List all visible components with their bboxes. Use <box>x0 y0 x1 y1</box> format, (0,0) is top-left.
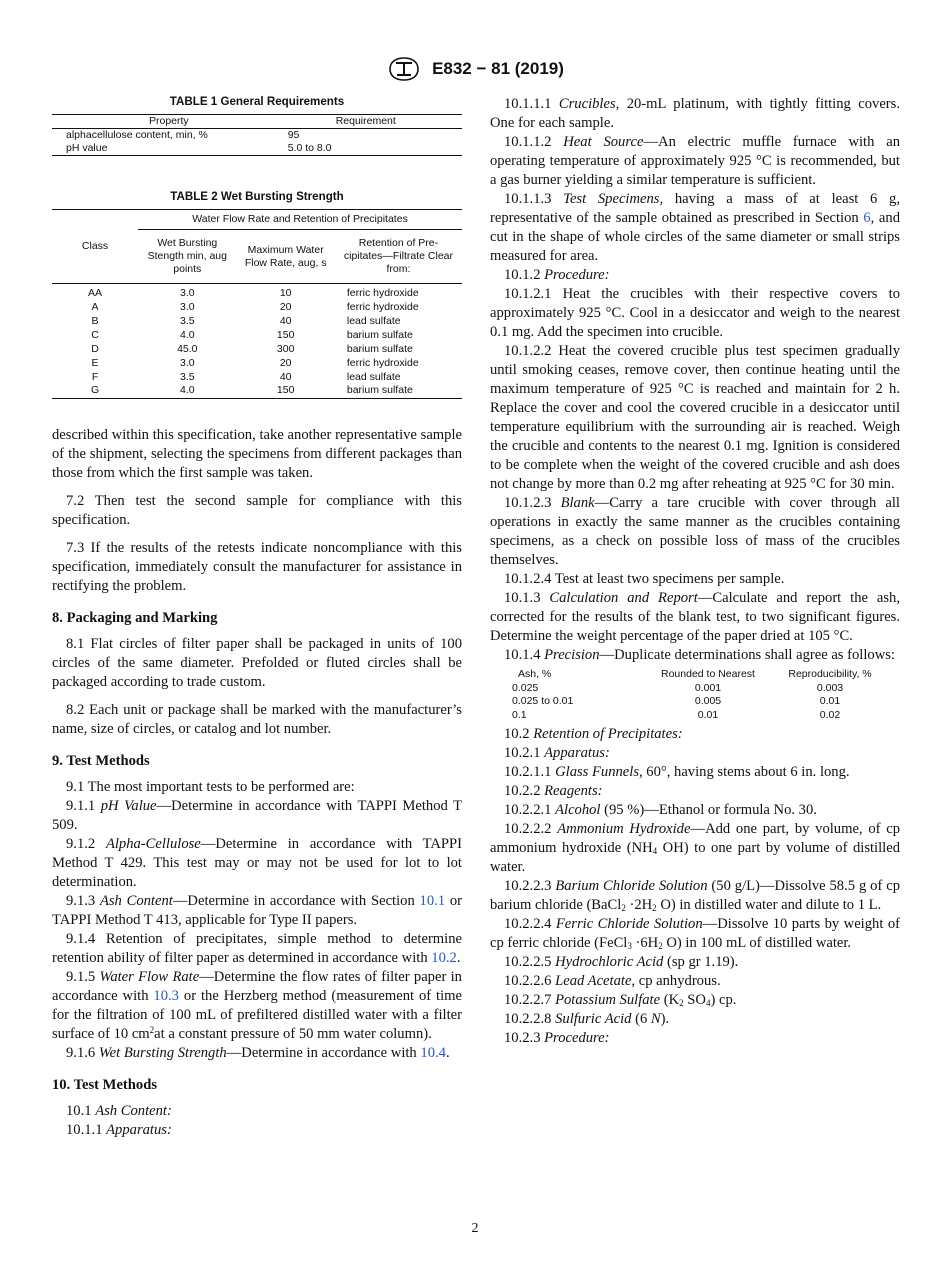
term: Hydrochloric Acid <box>555 954 664 970</box>
table2-cell: barium sulfate <box>346 342 413 355</box>
text: or TAPPI Method T 413, applicable for Type II papers. <box>52 892 462 928</box>
table2-cell: ferric hydroxide <box>346 287 419 299</box>
table-row <box>52 284 462 301</box>
table2-cell: 4.0 <box>179 328 195 341</box>
paragraph <box>490 991 900 1010</box>
section-number: 9.1.6 <box>66 1044 96 1061</box>
section-number: 10.1.1 <box>66 1121 103 1138</box>
section-number: 10.2.1.1 <box>504 764 552 780</box>
table2-cell: AA <box>88 287 103 299</box>
section-number: 10.1.1.2 <box>504 134 552 150</box>
paragraph <box>490 266 900 285</box>
precision-cell: 0.01 <box>819 695 841 707</box>
table2-cell: 40 <box>279 370 292 383</box>
paragraph <box>490 782 900 801</box>
text: (6 <box>631 1011 651 1027</box>
table2-header: Maximum Water Flow Rate, aug, s <box>244 243 327 269</box>
table-row <box>52 356 462 370</box>
text: OH) to one part by volume of distilled water. <box>490 840 900 875</box>
left-column <box>52 95 462 1140</box>
superscript: 2 <box>149 1024 155 1035</box>
precision-cell: 0.025 <box>512 681 539 694</box>
text: (95 %)—Ethanol or formula No. 30. <box>600 802 817 818</box>
table1 <box>52 114 462 156</box>
text: 20-mL platinum, with tightly fitting covers. One for each sample. <box>490 96 900 131</box>
table-row <box>512 682 892 696</box>
table-row <box>52 328 462 342</box>
text: —Carry a tare crucible with cover through all operations in exactly the same manner as the crucibles containing specimens, as a check on possible loss of mass of the crucibles themselves. <box>490 495 900 568</box>
table2-cell: G <box>90 384 100 397</box>
term: Blank <box>560 495 595 511</box>
paragraph: 10.1.2.2 Heat the covered crucible plus test specimen gradually until smoking ceases, remove cover, then continue heating until the maximum temperature of 925 °C is reached and maintain for 2 h. Replace the cover and cool the covered crucible in a desiccator until temperature equilibrium with the surrounding air is reached. Weigh the crucible and contents to the nearest 0.1 mg. Ignition is considered to be complete when the weight of the covered crucible and ash does not change by more than 0.2 mg after reheating at 925 °C for 30 min. <box>490 343 900 492</box>
table-row <box>512 709 892 723</box>
text: (K <box>660 992 680 1008</box>
table-row <box>52 342 462 356</box>
table2-cell: 45.0 <box>177 342 198 355</box>
term: Wet Bursting Strength <box>98 1044 227 1061</box>
paragraph <box>490 972 900 991</box>
text: —Determine in accordance with TAPPI Method T 509. <box>52 797 462 833</box>
page-number: 2 <box>471 1221 479 1236</box>
term: Procedure: <box>544 1030 610 1046</box>
section-number: 10.1.2 <box>504 267 541 283</box>
section-number: 10.1.4 <box>504 647 541 663</box>
term: Ash Content <box>99 892 173 909</box>
section-number: 10.2.2.1 <box>504 802 552 818</box>
term: Procedure: <box>544 267 610 283</box>
term: Ammonium Hydroxide <box>557 821 691 837</box>
section-link[interactable]: 6 <box>863 210 871 226</box>
paragraph <box>490 915 900 953</box>
table2-cell: C <box>91 328 99 341</box>
table1-cell: 5.0 to 8.0 <box>287 142 332 154</box>
table2-header: Class <box>52 210 138 284</box>
section-number: 10.2.2.6 <box>504 973 552 989</box>
section-heading: 10. Test Methods <box>52 1076 158 1093</box>
text: —Determine in accordance with <box>226 1044 417 1061</box>
text: ). <box>660 1011 670 1027</box>
table-row <box>52 314 462 328</box>
table2-cell: E <box>91 356 99 369</box>
precision-header: Rounded to Nearest <box>661 668 755 680</box>
term: Apparatus: <box>544 745 610 761</box>
paragraph: 9.1 The most important tests to be performed are: <box>66 778 355 795</box>
term: Potassium Sulfate <box>555 992 661 1008</box>
paragraph <box>52 797 462 835</box>
table1-caption: TABLE 1 General Requirements <box>169 95 345 108</box>
text: cp anhydrous. <box>635 973 721 989</box>
subscript: 2 <box>652 903 657 913</box>
paragraph: described within this specification, take another representative sample of the shipment, selecting the specimens from different packages than those from which the first sample was taken. <box>52 426 462 481</box>
paragraph <box>52 892 462 930</box>
text: or the Herzberg method (measurement of time for the filtration of 100 mL of prefiltered distilled water with a filter surface of 10 cm <box>52 987 462 1042</box>
section-link[interactable]: 10.1 <box>419 892 446 909</box>
term: Glass Funnels, <box>555 764 643 780</box>
precision-cell: 0.001 <box>694 681 722 694</box>
term: Barium Chloride Solution <box>555 878 708 894</box>
term: Heat Source <box>563 134 644 150</box>
table1-cell: pH value <box>66 142 108 154</box>
table2-cell: F <box>91 370 99 383</box>
table-row <box>52 300 462 314</box>
subscript: 4 <box>652 846 658 856</box>
paragraph <box>52 1121 462 1140</box>
paragraph <box>490 1010 900 1029</box>
term: Water Flow Rate <box>99 968 200 985</box>
section-number: 9.1.2 <box>66 835 96 852</box>
table2-header: Retention of Pre-cipitates—Filtrate Clear from: <box>343 237 453 275</box>
paragraph <box>490 763 900 782</box>
text: —Calculate and report the ash, corrected for the results of the blank test, to two significant figures. Determine the weight percentage of the paper dried at 105 °C. <box>490 590 901 644</box>
term: N <box>650 1011 661 1027</box>
table2-group-header: Water Flow Rate and Retention of Precipitates <box>138 210 462 230</box>
text: —An electric muffle furnace with an operating temperature of approximately 925 °C is recommended, but a gas burner yielding a similar temperature is sufficient. <box>490 134 900 188</box>
table2-cell: ferric hydroxide <box>346 356 419 369</box>
table2-cell: 300 <box>276 342 295 355</box>
paragraph: 10.1.2.4 Test at least two specimens per sample. <box>504 571 785 587</box>
section-link[interactable]: 10.3 <box>153 987 179 1004</box>
section-number: 10.1 <box>66 1102 92 1119</box>
table2-header: Wet Bursting Stength min, aug points <box>147 237 227 275</box>
precision-table <box>512 668 892 722</box>
term: Sulfuric Acid <box>555 1011 632 1027</box>
text: —Duplicate determinations shall agree as follows: <box>599 647 895 663</box>
table1-cell: 95 <box>287 129 300 141</box>
text: —Determine the flow rates of filter paper in accordance with <box>52 968 462 1004</box>
table2-cell: B <box>91 314 99 327</box>
subscript: 2 <box>679 998 684 1008</box>
precision-header: Ash, % <box>518 668 552 680</box>
subscript: 2 <box>621 903 626 913</box>
term: Crucibles, <box>558 96 620 112</box>
paragraph: 9.1.6 Wet Bursting Strength—Determine in accordance with 10.4. <box>66 1044 450 1061</box>
section-number: 10.2.2.4 <box>504 916 552 932</box>
section-number: 10.2.2.2 <box>504 821 552 837</box>
table2-cell: D <box>91 342 99 355</box>
paragraph <box>490 1029 900 1048</box>
table1-header: Requirement <box>335 115 396 127</box>
table2-cell: 20 <box>279 356 292 369</box>
precision-cell: 0.1 <box>512 708 527 721</box>
text: ·6H <box>631 935 659 951</box>
section-number: 10.2.3 <box>504 1030 541 1046</box>
paragraph <box>52 835 462 892</box>
term: pH Value <box>100 797 157 814</box>
subscript: 3 <box>627 941 632 951</box>
right-column <box>490 95 900 1048</box>
table2-caption: TABLE 2 Wet Bursting Strength <box>170 190 344 203</box>
section-number: 10.2.2.3 <box>504 878 552 894</box>
text: —Add one part, by volume, of cp ammonium hydroxide (NH <box>490 821 900 856</box>
term: Reagents: <box>544 783 603 799</box>
table2-cell: 3.0 <box>179 287 195 299</box>
table2-cell: lead sulfate <box>346 314 401 327</box>
text: ·2H <box>625 897 653 913</box>
paragraph <box>490 95 900 133</box>
table1-cell: alphacellulose content, min, % <box>66 129 208 141</box>
paragraph: 10.1.2.1 Heat the crucibles with their respective covers to approximately 925 °C. Cool in a desiccator and weigh to the nearest 0.1 mg. Add the specimen into crucible. <box>490 286 900 340</box>
table1-header: Property <box>149 115 189 127</box>
section-number: 9.1.5 <box>66 968 96 985</box>
table2-cell: 4.0 <box>179 384 195 397</box>
paragraph <box>490 953 900 972</box>
table-row <box>52 370 462 384</box>
table2-cell: 3.0 <box>179 300 195 313</box>
text: having a mass of at least 6 g, representative of the sample obtained as prescribed in Section <box>490 191 900 226</box>
table2-cell: ferric hydroxide <box>346 300 419 313</box>
section-number: 10.2.2.5 <box>504 954 552 970</box>
table2-cell: 20 <box>279 300 292 313</box>
table-row <box>52 384 462 398</box>
precision-cell: 0.025 to 0.01 <box>512 695 574 707</box>
text: 60°, having stems about 6 in. long. <box>642 764 850 780</box>
text: —Determine in accordance with Section <box>172 892 415 909</box>
section-heading: 8. Packaging and Marking <box>52 609 218 626</box>
text: , and cut in the shape of whole circles of the same diameter or small strips measured for area. <box>490 210 900 264</box>
precision-cell: 0.01 <box>697 708 719 721</box>
paragraph <box>52 968 462 1044</box>
table2-cell: 10 <box>279 287 292 299</box>
term: Test Specimens, <box>563 191 664 207</box>
term: Ash Content: <box>95 1102 172 1119</box>
table2-cell: 3.5 <box>179 314 195 327</box>
paragraph <box>490 725 900 744</box>
paragraph <box>52 1102 462 1121</box>
paragraph: 7.2 Then test the second sample for compliance with this specification. <box>52 492 462 528</box>
term: Alcohol <box>555 802 601 818</box>
section-number: 10.2 <box>504 726 530 742</box>
table2-cell: barium sulfate <box>346 328 413 341</box>
document-title: E832 − 81 (2019) <box>432 59 564 78</box>
section-number: 10.2.2.8 <box>504 1011 552 1027</box>
paragraph <box>490 190 900 266</box>
paragraph <box>490 133 900 190</box>
text: ) cp. <box>710 992 737 1008</box>
subscript: 2 <box>658 941 663 951</box>
table2-cell: A <box>91 300 99 313</box>
term: Alpha-Cellulose <box>105 835 201 852</box>
paragraph <box>490 744 900 763</box>
precision-cell: 0.005 <box>694 695 722 707</box>
term: Precision <box>544 647 600 663</box>
section-number: 10.1.2.3 <box>504 495 552 511</box>
astm-logo-icon <box>386 56 422 82</box>
precision-cell: 0.003 <box>816 681 844 694</box>
text: O) in distilled water and dilute to 1 L. <box>656 897 882 913</box>
paragraph <box>490 589 900 646</box>
paragraph: 7.3 If the results of the retests indicate noncompliance with this specification, immediately consult the manufacturer for assistance in rectifying the problem. <box>52 539 462 594</box>
term: Lead Acetate, <box>555 973 636 989</box>
table2 <box>52 209 462 399</box>
text: O) in 100 mL of distilled water. <box>662 935 852 951</box>
section-number: 10.2.2.7 <box>504 992 552 1008</box>
text: —Determine in accordance with TAPPI Method T 429. This test may or may not be used for lot to lot determination. <box>52 835 462 890</box>
section-link[interactable]: 10.4 <box>420 1044 446 1061</box>
text: SO <box>683 992 706 1008</box>
table-row <box>512 695 892 709</box>
section-number: 10.1.1.1 <box>504 96 552 112</box>
table2-cell: barium sulfate <box>346 384 413 397</box>
table2-cell: lead sulfate <box>346 370 401 383</box>
paragraph <box>490 820 900 877</box>
section-heading: 9. Test Methods <box>52 752 150 769</box>
paragraph: 8.1 Flat circles of filter paper shall be packaged in units of 100 circles of the same diameter. Prefolded or fluted circles shall be packaged according to trade custom. <box>52 635 462 690</box>
term: Ferric Chloride Solution <box>555 916 703 932</box>
text: at a constant pressure of 50 mm water column). <box>154 1025 432 1042</box>
section-number: 10.2.2 <box>504 783 541 799</box>
section-number: 10.2.1 <box>504 745 541 761</box>
section-number: 10.1.3 <box>504 590 541 606</box>
section-number: 9.1.3 <box>66 892 96 909</box>
section-link[interactable]: 10.2 <box>431 949 457 966</box>
table2-cell: 150 <box>276 328 295 341</box>
table2-cell: 3.0 <box>179 356 195 369</box>
paragraph: 9.1.4 Retention of precipitates, simple method to determine retention ability of filter paper as determined in accordance with 10.2. <box>52 930 462 966</box>
section-number: 10.1.1.3 <box>504 191 552 207</box>
term: Apparatus: <box>106 1121 172 1138</box>
term: Calculation and Report <box>549 590 698 606</box>
precision-cell: 0.02 <box>819 708 841 721</box>
paragraph <box>490 877 900 915</box>
paragraph: 8.2 Each unit or package shall be marked with the manufacturer’s name, size of circles, or catalog and lot number. <box>52 701 462 737</box>
subscript: 4 <box>705 998 711 1008</box>
paragraph <box>490 801 900 820</box>
text: 9.1.4 Retention of precipitates, simple method to determine retention ability of filter paper as determined in accordance with <box>52 930 462 966</box>
page-header <box>0 56 950 82</box>
term: Retention of Precipitates: <box>533 726 683 742</box>
table2-cell: 150 <box>276 384 295 397</box>
text: (50 g/L)—Dissolve 58.5 g of cp barium chloride (BaCl <box>490 878 900 913</box>
section-number: 9.1.1 <box>66 797 96 814</box>
precision-header: Reproducibility, % <box>788 668 872 680</box>
paragraph <box>490 646 900 665</box>
table2-cell: 3.5 <box>179 370 195 383</box>
text: (sp gr 1.19). <box>663 954 739 970</box>
table2-cell: 40 <box>279 314 292 327</box>
text: —Dissolve 10 parts by weight of cp ferric chloride (FeCl <box>490 916 900 951</box>
paragraph <box>490 494 900 570</box>
